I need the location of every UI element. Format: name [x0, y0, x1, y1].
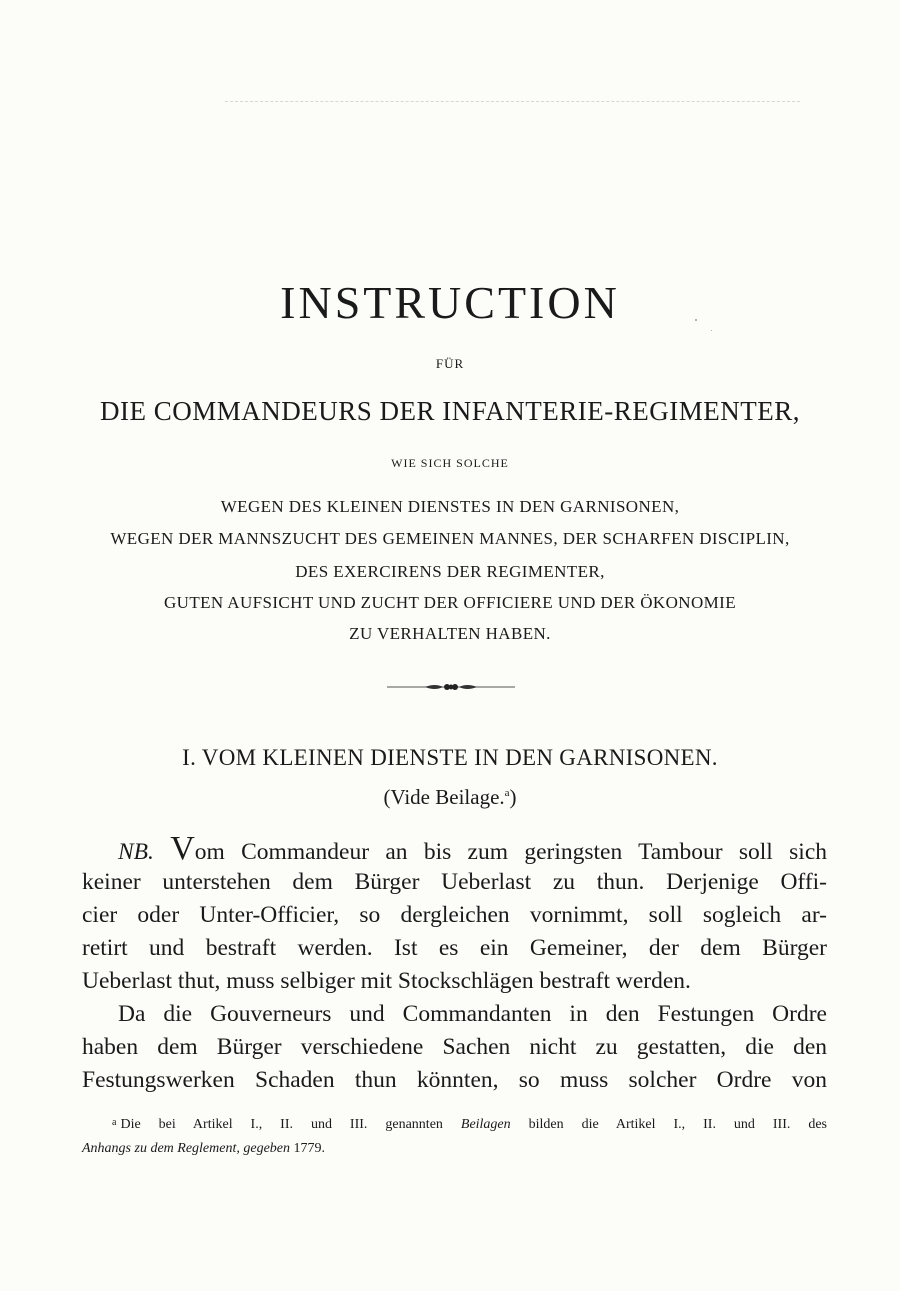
paragraph-line: Festungswerken Schaden thun könnten, so muss solcher Ordre von [82, 1067, 827, 1093]
footnote-line [82, 1141, 827, 1157]
subject-line: ZU VERHALTEN HABEN. [349, 624, 551, 643]
footnote-italic: Beilagen [460, 1117, 511, 1132]
document-subtitle: DIE COMMANDEURS DER INFANTERIE-REGIMENTER, [100, 396, 800, 426]
paragraph-line: cier oder Unter-Officier, so dergleichen vornimmt, soll sogleich ar- [82, 902, 827, 928]
paper-speck [711, 330, 712, 331]
paragraph-line: haben dem Bürger verschiedene Sachen nicht zu gestatten, die den [82, 1034, 827, 1060]
footnote-text: bilden die Artikel I., II. und III. des [528, 1117, 827, 1132]
ornament-divider [385, 679, 517, 695]
nb-label: NB. [118, 839, 154, 865]
paragraph-line: Da die Gouverneurs und Commandanten in den Festungen Ordre [118, 1001, 827, 1027]
subject-line: WEGEN DES KLEINEN DIENSTES IN DEN GARNISONEN, [220, 497, 680, 516]
footnote-year: 1779. [293, 1141, 325, 1156]
subject-line: GUTEN AUFSICHT UND ZUCHT DER OFFICIERE UND DER ÖKONOMIE [164, 593, 736, 612]
document-title: INSTRUCTION [280, 277, 620, 328]
top-faint-rule [225, 101, 800, 102]
line-text: om Commandeur an bis zum geringsten Tambour soll sich [194, 839, 827, 865]
footnote-reference-mark: a [504, 787, 510, 799]
section-reference [0, 785, 900, 810]
reference-text: (Vide Beilage. [383, 785, 505, 809]
paragraph-line [118, 832, 827, 866]
paragraph-line: keiner unterstehen dem Bürger Ueberlast zu thun. Derjenige Offi- [82, 869, 827, 895]
paragraph-line: retirt und bestraft werden. Ist es ein Gemeiner, der dem Bürger [82, 935, 827, 961]
footnote-line [112, 1117, 827, 1133]
footnote-text: Die bei Artikel I., II. und III. genannten [120, 1117, 443, 1132]
footnote-mark: a [112, 1117, 117, 1128]
initial-letter: V [170, 830, 195, 867]
footnote-italic: Anhangs zu dem Reglement, gegeben [82, 1141, 290, 1156]
section-heading: I. VOM KLEINEN DIENSTE IN DEN GARNISONEN. [182, 745, 718, 770]
title-connector: FÜR [435, 356, 465, 371]
subject-line: WEGEN DER MANNSZUCHT DES GEMEINEN MANNES, DER SCHARFEN DISCIPLIN, [110, 529, 790, 548]
paper-speck [695, 319, 697, 321]
subject-line: DES EXERCIRENS DER REGIMENTER, [295, 562, 605, 581]
paragraph-line: Ueberlast thut, muss selbiger mit Stockschlägen bestraft werden. [82, 968, 691, 994]
subtitle-connector: WIE SICH SOLCHE [391, 456, 509, 470]
reference-close: ) [509, 785, 517, 809]
